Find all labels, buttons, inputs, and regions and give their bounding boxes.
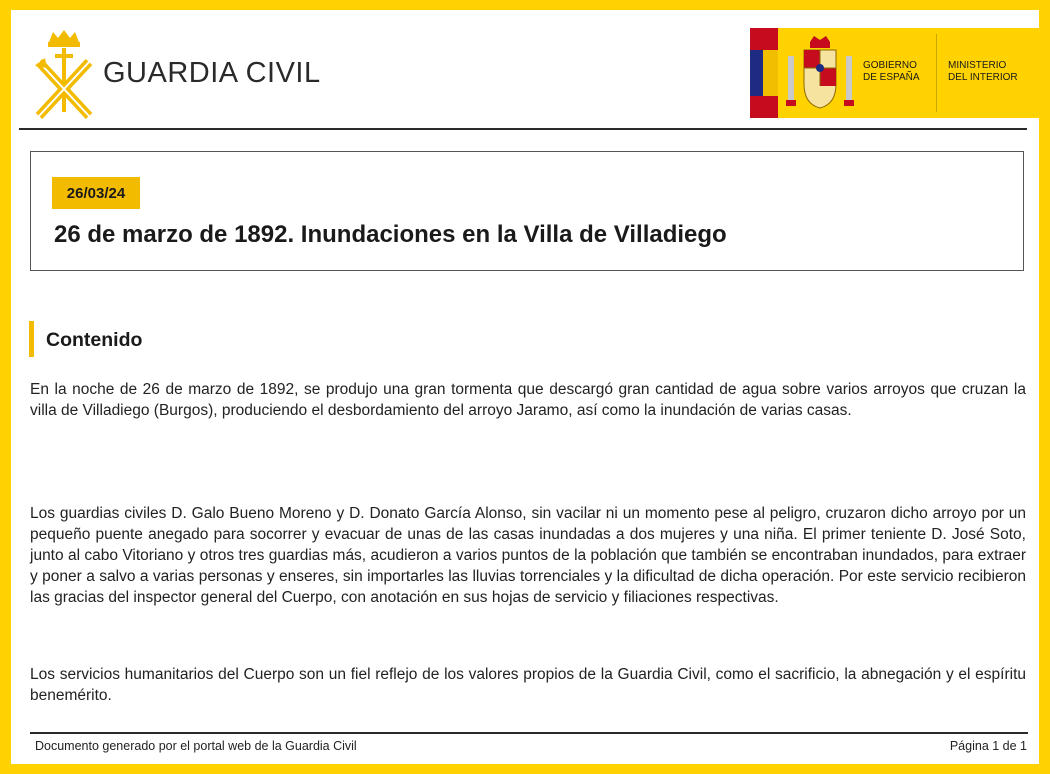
document-header <box>11 10 1039 130</box>
footer-divider <box>30 732 1028 734</box>
spain-flag-icon <box>750 28 778 118</box>
government-label: GOBIERNO DE ESPAÑA <box>863 60 920 83</box>
footer-source-text: Documento generado por el portal web de la Guardia Civil <box>35 739 357 753</box>
date-badge: 26/03/24 <box>52 177 140 209</box>
section-title: Contenido <box>46 329 143 351</box>
coat-of-arms-icon <box>784 34 856 114</box>
guardia-civil-emblem-icon <box>33 28 95 120</box>
paragraph: Los guardias civiles D. Galo Bueno Moreno y D. Donato García Alonso, sin vacilar ni un momento pese al peligro, cruzaron dicho arroyo por un pequeño puente anegado para socorrer y evacuar de unas de las casas inundadas a dos mujeres y una niña. El primer teniente D. José Soto, junto al cabo Vitoriano y otros tres guardias más, acudieron a varios puntos de la población que también se encontraban inundados, para extraer y poner a salvo a varias personas y enseres, sin importarles las lluvias torrenciales y la dificultad de dicha operación. Por este servicio recibieron las gracias del inspector general del Cuerpo, con anotación en sus hojas de servicio y filiaciones respectivas. <box>30 505 1026 606</box>
article-title: 26 de marzo de 1892. Inundaciones en la Villa de Villadiego <box>54 221 727 248</box>
government-logo <box>750 28 1039 118</box>
ministry-label: MINISTERIO DEL INTERIOR <box>948 60 1018 83</box>
page-number: Página 1 de 1 <box>949 739 1027 753</box>
section-accent-bar <box>29 321 34 357</box>
brand-name: GUARDIA CIVIL <box>103 57 321 89</box>
logo-divider <box>936 34 937 112</box>
header-divider <box>19 128 1027 130</box>
paragraph: Los servicios humanitarios del Cuerpo son un fiel reflejo de los valores propios de la Guardia Civil, como el sacrificio, la abnegación y el espíritu benemérito. <box>30 666 1026 704</box>
document-page <box>11 10 1039 764</box>
article-title-card <box>30 151 1024 271</box>
paragraph: En la noche de 26 de marzo de 1892, se produjo una gran tormenta que descargó gran cantidad de agua sobre varios arroyos que cruzan la villa de Villadiego (Burgos), produciendo el desbordamiento del arroyo Jaramo, así como la inundación de varias casas. <box>30 381 1026 419</box>
